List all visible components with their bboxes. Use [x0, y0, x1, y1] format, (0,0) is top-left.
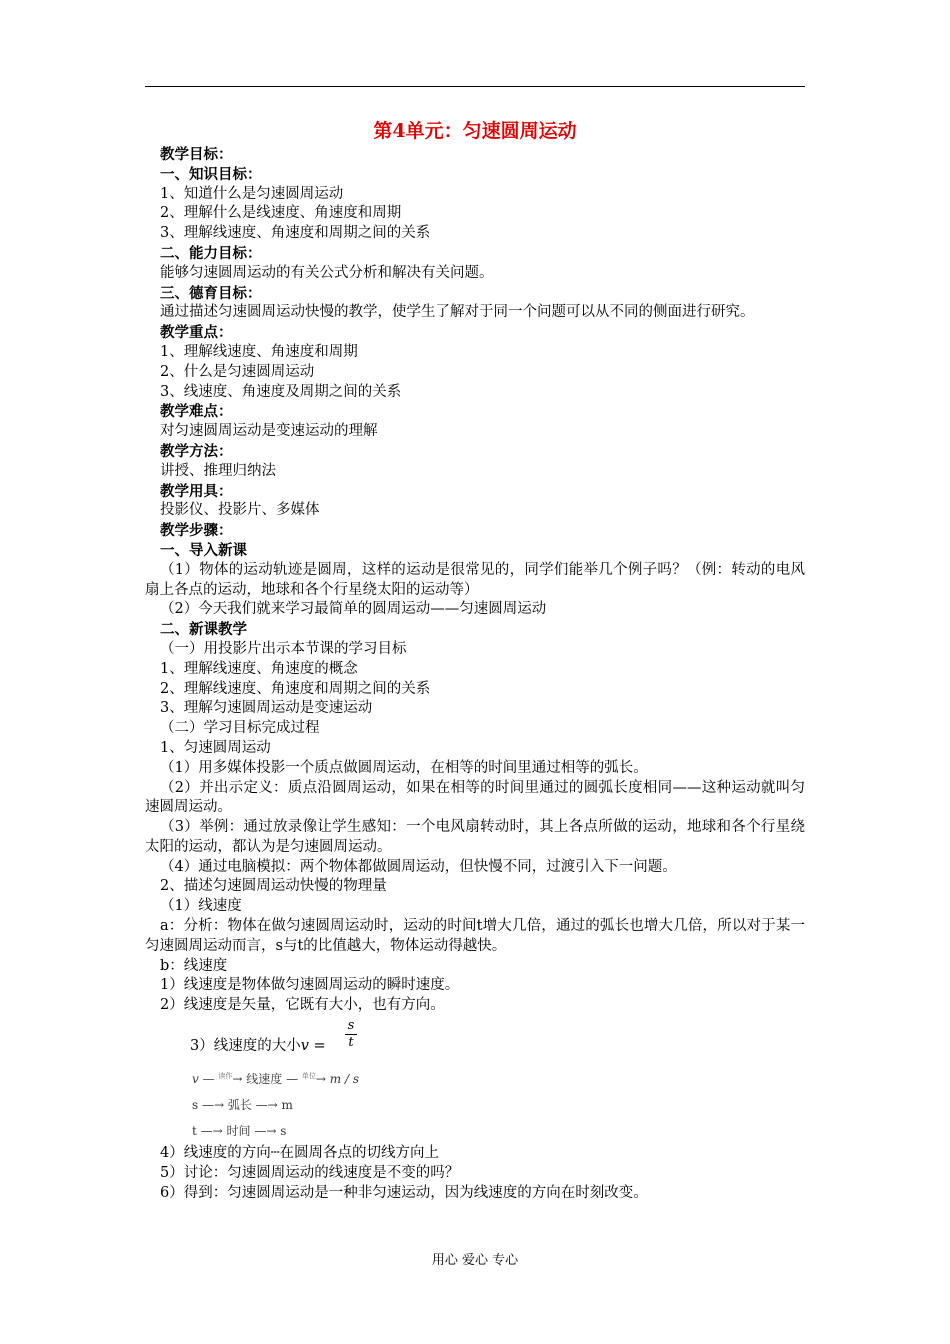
text-line: 2）线速度是矢量，它既有大小，也有方向。	[160, 997, 445, 1014]
text-line: 投影仪、投影片、多媒体	[160, 502, 320, 519]
header-rule	[145, 86, 805, 87]
text-line: 1、理解线速度、角速度的概念	[160, 660, 358, 677]
text-line: 三、德育目标：	[160, 284, 262, 302]
text-line: 一、导入新课	[160, 541, 247, 559]
text-line: 对匀速圆周运动是变速运动的理解	[160, 423, 378, 440]
body-lines-bottom	[145, 1144, 805, 1203]
text-line: （4）通过电脑模拟：两个物体都做圆周运动，但快慢不同，过渡引入下一问题。	[160, 858, 677, 875]
text-line: （一）用投影片出示本节课的学习目标	[160, 640, 407, 657]
text-line: 3、理解匀速圆周运动是变速运动	[160, 700, 373, 717]
text-line: 一、知识目标：	[160, 165, 262, 183]
text-line: 3、线速度、角速度及周期之间的关系	[160, 383, 402, 400]
text-line: 二、新课教学	[160, 621, 247, 639]
text-line: b：线速度	[160, 957, 228, 974]
text-line: （1）线速度	[160, 898, 242, 915]
text-line: 教学用具：	[160, 482, 233, 500]
text-line: （2）并出示定义：质点沿圆周运动，如果在相等的时间里通过的圆弧长度相同——这种运动就叫匀速圆周运动。	[145, 779, 805, 816]
formula-fraction	[345, 1018, 357, 1051]
text-line: 6）得到：匀速圆周运动是一种非匀速运动，因为线速度的方向在时刻改变。	[160, 1184, 648, 1201]
text-line: 1、理解线速度、角速度和周期	[160, 343, 358, 360]
text-line: 讲授、推理归纳法	[160, 462, 276, 479]
text-line: 4）线速度的方向┄在圆周各点的切线方向上	[160, 1145, 439, 1162]
chain-velocity: v — $^{读作}$→ 线速度 — $^{单位}$→ m / s	[192, 1072, 359, 1087]
text-line: （二）学习目标完成过程	[160, 720, 320, 737]
chain-time: t —→ 时间 —→ s	[192, 1124, 287, 1139]
text-line: 1、知道什么是匀速圆周运动	[160, 185, 344, 202]
text-line: 教学目标：	[160, 146, 233, 163]
fraction-denominator: t	[348, 1035, 354, 1051]
text-line: （1）用多媒体投影一个质点做圆周运动，在相等的时间里通过相等的弧长。	[160, 759, 648, 776]
body-lines-top	[145, 145, 805, 1016]
text-line: 2、理解什么是线速度、角速度和周期	[160, 205, 402, 222]
velocity-formula	[145, 1016, 805, 1066]
text-line: 3、理解线速度、角速度和周期之间的关系	[160, 225, 431, 242]
text-line: 教学步骤：	[160, 522, 233, 540]
text-line: （2）今天我们就来学习最简单的圆周运动——匀速圆周运动	[160, 601, 547, 618]
text-line: 教学难点：	[160, 403, 233, 421]
document-body	[145, 145, 805, 1203]
text-line: 1）线速度是物体做匀速圆周运动的瞬时速度。	[160, 977, 460, 994]
page-footer: 用心 爱心 专心	[431, 1253, 519, 1268]
text-line: 二、能力目标：	[160, 244, 262, 262]
chain-arc: s —→ 弧长 —→ m	[192, 1098, 293, 1113]
formula-label: 3）线速度的大小v =	[190, 1038, 326, 1055]
text-line: 通过描述匀速圆周运动快慢的教学，使学生了解对于同一个问题可以从不同的侧面进行研究。	[160, 304, 755, 321]
text-line: 教学重点：	[160, 324, 233, 342]
page-title: 第4单元：匀速圆周运动	[373, 120, 577, 142]
text-line: 2、什么是匀速圆周运动	[160, 363, 315, 380]
text-line: 教学方法：	[160, 442, 233, 460]
text-line: （1）物体的运动轨迹是圆周，这样的运动是很常见的，同学们能举几个例子吗？（例：转动的电风扇上各点的运动，地球和各个行星绕太阳的运动等）	[145, 561, 805, 598]
text-line: （3）举例：通过放录像让学生感知：一个电风扇转动时，其上各点所做的运动，地球和各个行星绕太阳的运动，都认为是匀速圆周运动。	[145, 819, 805, 855]
text-line: 2、描述匀速圆周运动快慢的物理量	[160, 878, 387, 895]
text-line: 5）讨论：匀速圆周运动的线速度是不变的吗？	[160, 1164, 460, 1181]
text-line: a：分析：物体在做匀速圆周运动时，运动的时间t增大几倍，通过的弧长也增大几倍，所以对于某一匀速圆周运动而言，s与t的比值越大，物体运动得越快。	[145, 918, 805, 954]
fraction-numerator: s	[345, 1018, 357, 1035]
text-line: 能够匀速圆周运动的有关公式分析和解决有关问题。	[160, 264, 494, 281]
text-line: 1、匀速圆周运动	[160, 739, 271, 756]
text-line: 2、理解线速度、角速度和周期之间的关系	[160, 680, 431, 697]
